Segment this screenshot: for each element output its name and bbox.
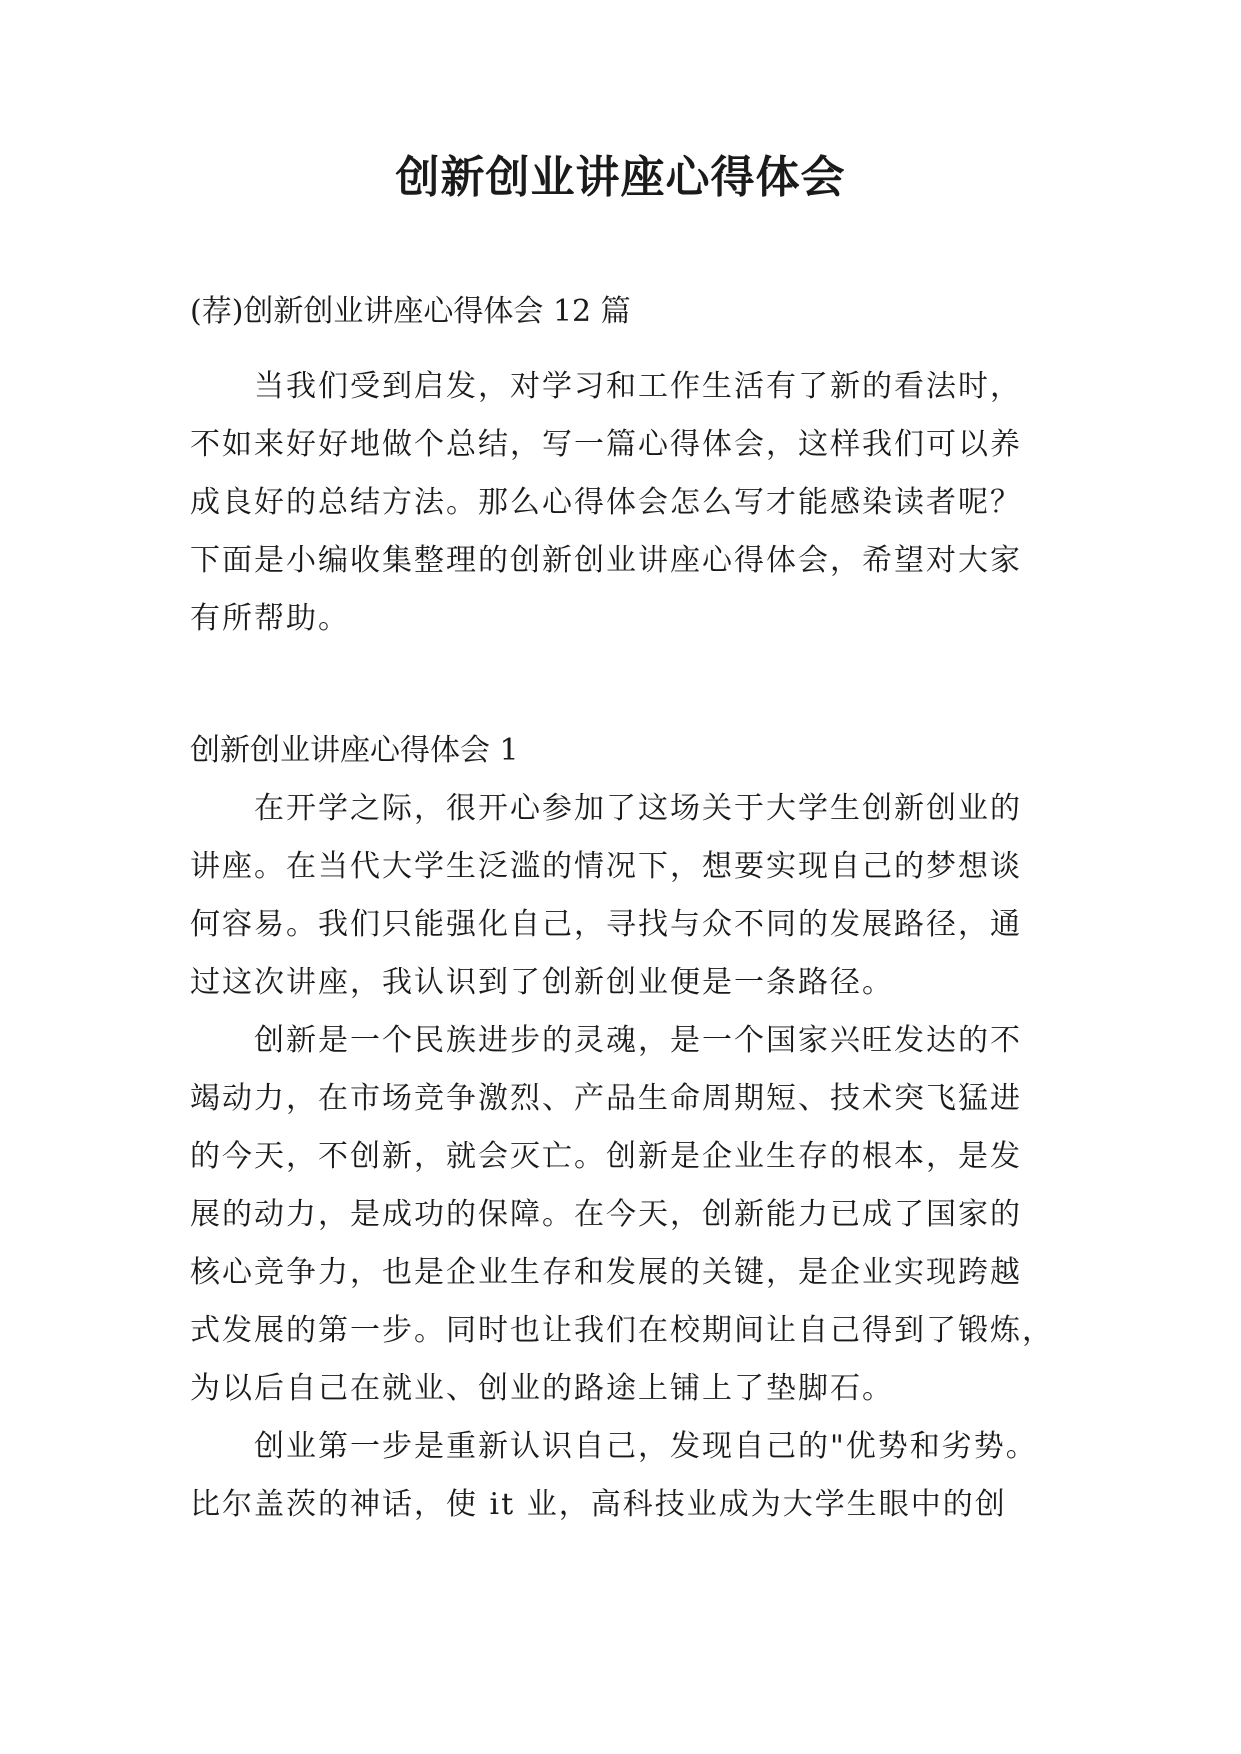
section-1-paragraph-1: [190, 780, 1090, 1012]
text-line: 为以后自己在就业、创业的路途上铺上了垫脚石。: [190, 1371, 894, 1406]
text-line: 展的动力，是成功的保障。在今天，创新能力已成了国家的: [190, 1197, 1022, 1232]
text-line: 下面是小编收集整理的创新创业讲座心得体会，希望对大家: [190, 543, 1022, 578]
text-line: 在开学之际，很开心参加了这场关于大学生创新创业的: [254, 791, 1022, 826]
text-line: 讲座。在当代大学生泛滥的情况下，想要实现自己的梦想谈: [190, 849, 1022, 884]
text-line: 有所帮助。: [190, 601, 350, 636]
section-heading: 创新创业讲座心得体会 1: [190, 733, 519, 768]
section-1-paragraph-2: [190, 1012, 1090, 1418]
section-1: [190, 722, 1090, 1534]
section-1-paragraph-3: [190, 1418, 1090, 1534]
text-line: 创业第一步是重新认识自己，发现自己的"优势和劣势。: [254, 1429, 1038, 1464]
text-line: 式发展的第一步。同时也让我们在校期间让自己得到了锻炼，: [190, 1313, 1054, 1348]
text-line: 核心竞争力，也是企业生存和发展的关键，是企业实现跨越: [190, 1255, 1022, 1290]
text-line: 创新是一个民族进步的灵魂，是一个国家兴旺发达的不: [254, 1023, 1022, 1058]
intro-paragraph: [190, 358, 1090, 648]
text-line: 成良好的总结方法。那么心得体会怎么写才能感染读者呢？: [190, 485, 1022, 520]
text-line: 比尔盖茨的神话，使 it 业，高科技业成为大学生眼中的创: [190, 1487, 1007, 1522]
text-line: 竭动力，在市场竞争激烈、产品生命周期短、技术突飞猛进: [190, 1081, 1022, 1116]
text-line: 当我们受到启发，对学习和工作生活有了新的看法时，: [254, 369, 1022, 404]
text-line: 何容易。我们只能强化自己，寻找与众不同的发展路径，通: [190, 907, 1022, 942]
text-line: 的今天，不创新，就会灭亡。创新是企业生存的根本，是发: [190, 1139, 1022, 1174]
text-line: 过这次讲座，我认识到了创新创业便是一条路径。: [190, 965, 894, 1000]
text-line: 不如来好好地做个总结，写一篇心得体会，这样我们可以养: [190, 427, 1022, 462]
document-title: 创新创业讲座心得体会: [395, 152, 846, 203]
document-subtitle: (荐)创新创业讲座心得体会 12 篇: [190, 294, 631, 329]
